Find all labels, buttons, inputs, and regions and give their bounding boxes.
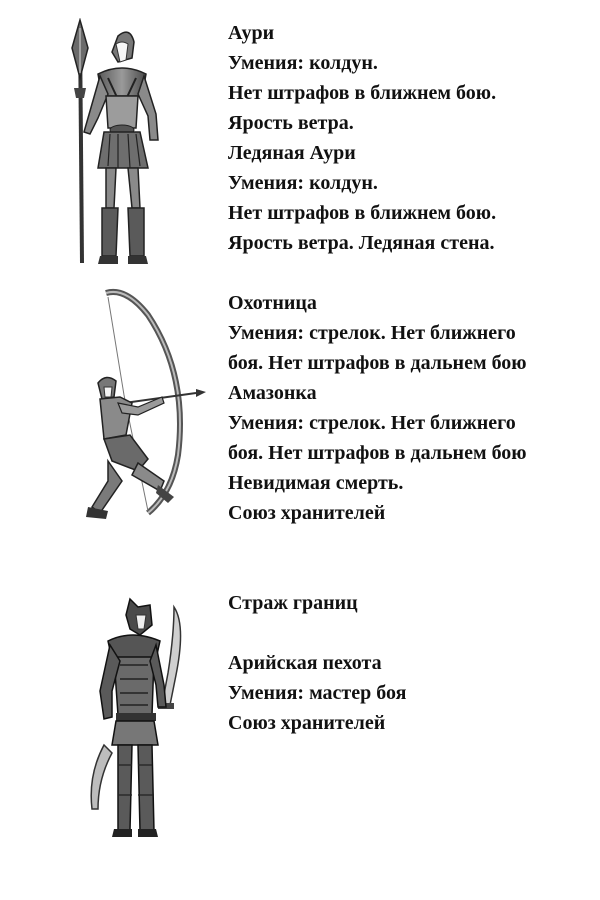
unit-alliance: Союз хранителей bbox=[228, 712, 386, 734]
unit-trait: Нет штрафов в ближнем бою. bbox=[228, 202, 497, 224]
kneeling-archer-icon bbox=[78, 285, 218, 525]
unit-description-guard bbox=[228, 588, 600, 738]
unit-trait: боя. Нет штрафов в дальнем бою bbox=[228, 442, 527, 464]
unit-trait: боя. Нет штрафов в дальнем бою bbox=[228, 352, 527, 374]
unit-ability: Ярость ветра. Ледяная стена. bbox=[228, 232, 495, 254]
armored-swordsman-figure bbox=[78, 595, 188, 840]
unit-name-ice-auri: Ледяная Аури bbox=[228, 142, 356, 164]
unit-skills: Умения: стрелок. Нет ближнего bbox=[228, 412, 516, 434]
spear-warrior-icon bbox=[58, 18, 178, 268]
spear-warrior-figure bbox=[58, 18, 178, 268]
unit-skills: Умения: мастер боя bbox=[228, 682, 407, 704]
spacer bbox=[228, 618, 600, 648]
unit-ability: Невидимая смерть. bbox=[228, 472, 404, 494]
unit-description-spearwoman bbox=[228, 18, 600, 258]
unit-skills: Умения: колдун. bbox=[228, 52, 378, 74]
unit-description-archer bbox=[228, 288, 600, 528]
unit-alliance: Союз хранителей bbox=[228, 502, 386, 524]
unit-ability: Ярость ветра. bbox=[228, 112, 354, 134]
unit-skills: Умения: колдун. bbox=[228, 172, 378, 194]
kneeling-archer-figure bbox=[78, 285, 218, 525]
unit-skills: Умения: стрелок. Нет ближнего bbox=[228, 322, 516, 344]
unit-name-huntress: Охотница bbox=[228, 292, 317, 314]
unit-name-border-guard: Страж границ bbox=[228, 592, 358, 614]
unit-name-auri: Аури bbox=[228, 22, 275, 44]
unit-name-amazon: Амазонка bbox=[228, 382, 317, 404]
unit-trait: Нет штрафов в ближнем бою. bbox=[228, 82, 497, 104]
unit-name-aryan-infantry: Арийская пехота bbox=[228, 652, 382, 674]
armored-swordsman-icon bbox=[78, 595, 188, 840]
